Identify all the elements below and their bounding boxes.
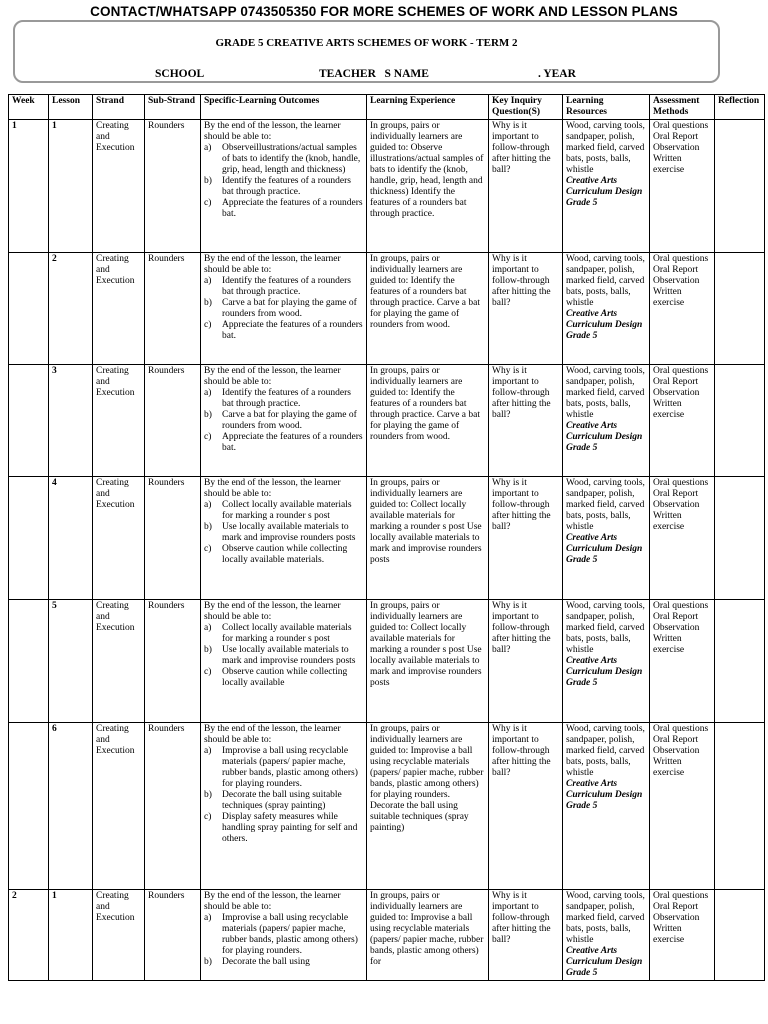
resources-book: Creative Arts Curriculum Design Grade 5 bbox=[566, 309, 643, 341]
resources-book: Creative Arts Curriculum Design Grade 5 bbox=[566, 176, 643, 208]
resources-text: Wood, carving tools, sandpaper, polish, marked field, carved bats, posts, balls, whistle bbox=[566, 478, 645, 532]
outcomes-list bbox=[204, 500, 363, 566]
outcome-item: Appreciate the features of a rounders bat. bbox=[222, 432, 363, 453]
outcomes-list bbox=[204, 388, 363, 454]
outcome-item: Collect locally available materials for marking a rounder s post bbox=[222, 500, 352, 521]
inquiry-cell: Why is it important to follow-through after hitting the ball? bbox=[489, 890, 563, 981]
table-row bbox=[9, 477, 765, 600]
week-cell bbox=[9, 600, 49, 723]
inquiry-cell: Why is it important to follow-through after hitting the ball? bbox=[489, 365, 563, 477]
lesson-cell: 1 bbox=[49, 890, 93, 981]
substrand-cell: Rounders bbox=[145, 477, 201, 600]
resources-text: Wood, carving tools, sandpaper, polish, marked field, carved bats, posts, balls, whistle bbox=[566, 254, 645, 308]
experience-cell: In groups, pairs or individually learners are guided to: Identify the features of a rounders bat through practice. Carve a bat for playing the game of rounders from wood. bbox=[367, 365, 489, 477]
strand-cell: Creating and Execution bbox=[93, 477, 145, 600]
substrand-cell: Rounders bbox=[145, 365, 201, 477]
reflection-cell bbox=[715, 723, 765, 890]
outcomes-list bbox=[204, 913, 363, 968]
assessment-cell: Oral questions Oral Report Observation Written exercise bbox=[650, 600, 715, 723]
resources-cell bbox=[563, 723, 650, 890]
outcome-item: Observe caution while collecting locally available materials. bbox=[222, 544, 348, 565]
assessment-cell: Oral questions Oral Report Observation Written exercise bbox=[650, 890, 715, 981]
outcome-item: Use locally available materials to mark and improvise rounders posts bbox=[222, 645, 356, 666]
substrand-cell: Rounders bbox=[145, 600, 201, 723]
strand-cell: Creating and Execution bbox=[93, 600, 145, 723]
week-cell: 1 bbox=[9, 120, 49, 253]
outcome-item: Appreciate the features of a rounders bat. bbox=[222, 320, 363, 341]
strand-cell: Creating and Execution bbox=[93, 365, 145, 477]
outcome-item: Appreciate the features of a rounders bat. bbox=[222, 198, 363, 219]
col-header-outcomes: Specific-Learning Outcomes bbox=[201, 95, 367, 120]
resources-cell bbox=[563, 600, 650, 723]
teacher-name-label: TEACHER S NAME bbox=[319, 68, 429, 80]
assessment-cell: Oral questions Oral Report Observation Written exercise bbox=[650, 253, 715, 365]
table-row bbox=[9, 890, 765, 981]
outcome-item: Use locally available materials to mark and improvise rounders posts bbox=[222, 522, 356, 543]
experience-cell: In groups, pairs or individually learners are guided to: Collect locally available materials for marking a rounder s post Use locally available materials to mark and improvise rounders posts bbox=[367, 477, 489, 600]
table-row bbox=[9, 365, 765, 477]
week-cell bbox=[9, 477, 49, 600]
substrand-cell: Rounders bbox=[145, 253, 201, 365]
substrand-cell: Rounders bbox=[145, 890, 201, 981]
outcome-item: Display safety measures while handling spray painting for self and others. bbox=[222, 812, 358, 844]
outcome-item: Identify the features of a rounders bat through practice. bbox=[222, 176, 351, 197]
schemes-of-work-table bbox=[8, 94, 765, 981]
experience-cell: In groups, pairs or individually learners are guided to: Improvise a ball using recyclable materials (papers/ papier mache, rubber bands, plastic among others) for bbox=[367, 890, 489, 981]
table-row bbox=[9, 253, 765, 365]
col-header-experience: Learning Experience bbox=[367, 95, 489, 120]
reflection-cell bbox=[715, 253, 765, 365]
strand-cell: Creating and Execution bbox=[93, 120, 145, 253]
outcome-item: Decorate the ball using bbox=[222, 957, 310, 967]
lesson-cell: 1 bbox=[49, 120, 93, 253]
outcome-item: Decorate the ball using suitable techniques (spray painting) bbox=[222, 790, 342, 811]
outcomes-cell bbox=[201, 723, 367, 890]
table-row bbox=[9, 723, 765, 890]
resources-book: Creative Arts Curriculum Design Grade 5 bbox=[566, 946, 643, 978]
outcome-item: Carve a bat for playing the game of rounders from wood. bbox=[222, 298, 357, 319]
strand-cell: Creating and Execution bbox=[93, 890, 145, 981]
outcome-item: Improvise a ball using recyclable materials (papers/ papier mache, rubber bands, plastic among others) for playing rounders. bbox=[222, 746, 358, 789]
strand-cell: Creating and Execution bbox=[93, 253, 145, 365]
outcomes-intro: By the end of the lesson, the learner should be able to: bbox=[204, 601, 341, 622]
col-header-reflection: Reflection bbox=[715, 95, 765, 120]
outcome-item: Carve a bat for playing the game of rounders from wood. bbox=[222, 410, 357, 431]
outcomes-list bbox=[204, 276, 363, 342]
resources-cell bbox=[563, 365, 650, 477]
outcome-item: Identify the features of a rounders bat through practice. bbox=[222, 276, 351, 297]
outcomes-intro: By the end of the lesson, the learner should be able to: bbox=[204, 254, 341, 275]
lesson-cell: 5 bbox=[49, 600, 93, 723]
reflection-cell bbox=[715, 890, 765, 981]
table-row bbox=[9, 120, 765, 253]
year-label: . YEAR bbox=[538, 68, 576, 80]
outcomes-intro: By the end of the lesson, the learner should be able to: bbox=[204, 121, 341, 142]
assessment-cell: Oral questions Oral Report Observation Written exercise bbox=[650, 477, 715, 600]
col-header-strand: Strand bbox=[93, 95, 145, 120]
resources-book: Creative Arts Curriculum Design Grade 5 bbox=[566, 779, 643, 811]
week-cell bbox=[9, 723, 49, 890]
lesson-cell: 4 bbox=[49, 477, 93, 600]
reflection-cell bbox=[715, 365, 765, 477]
inquiry-cell: Why is it important to follow-through after hitting the ball? bbox=[489, 600, 563, 723]
inquiry-cell: Why is it important to follow-through after hitting the ball? bbox=[489, 120, 563, 253]
col-header-week: Week bbox=[9, 95, 49, 120]
table-row bbox=[9, 600, 765, 723]
outcomes-list bbox=[204, 623, 363, 689]
inquiry-cell: Why is it important to follow-through after hitting the ball? bbox=[489, 253, 563, 365]
outcome-item: Collect locally available materials for marking a rounder s post bbox=[222, 623, 352, 644]
assessment-cell: Oral questions Oral Report Observation Written exercise bbox=[650, 723, 715, 890]
outcomes-list bbox=[204, 746, 363, 845]
resources-cell bbox=[563, 253, 650, 365]
contact-banner: CONTACT/WHATSAPP 0743505350 FOR MORE SCHEMES OF WORK AND LESSON PLANS bbox=[90, 4, 678, 19]
outcomes-list bbox=[204, 143, 363, 220]
resources-text: Wood, carving tools, sandpaper, polish, marked field, carved bats, posts, balls, whistle bbox=[566, 121, 645, 175]
outcomes-intro: By the end of the lesson, the learner should be able to: bbox=[204, 724, 341, 745]
resources-book: Creative Arts Curriculum Design Grade 5 bbox=[566, 656, 643, 688]
reflection-cell bbox=[715, 120, 765, 253]
inquiry-cell: Why is it important to follow-through after hitting the ball? bbox=[489, 723, 563, 890]
outcomes-cell bbox=[201, 253, 367, 365]
outcome-item: Identify the features of a rounders bat through practice. bbox=[222, 388, 351, 409]
reflection-cell bbox=[715, 600, 765, 723]
resources-cell bbox=[563, 890, 650, 981]
experience-cell: In groups, pairs or individually learners are guided to: Improvise a ball using recyclable materials (papers/ papier mache, rubber bands, plastic among others) for playing rounders. Decorate the ball using suitable techniques (spray painting) bbox=[367, 723, 489, 890]
outcomes-cell bbox=[201, 890, 367, 981]
inquiry-cell: Why is it important to follow-through after hitting the ball? bbox=[489, 477, 563, 600]
outcomes-intro: By the end of the lesson, the learner should be able to: bbox=[204, 891, 341, 912]
resources-book: Creative Arts Curriculum Design Grade 5 bbox=[566, 421, 643, 453]
resources-cell bbox=[563, 477, 650, 600]
col-header-assessment: Assessment Methods bbox=[650, 95, 715, 120]
col-header-resources: Learning Resources bbox=[563, 95, 650, 120]
outcome-item: Observe caution while collecting locally available bbox=[222, 667, 348, 688]
reflection-cell bbox=[715, 477, 765, 600]
experience-cell: In groups, pairs or individually learners are guided to: Collect locally available materials for marking a rounder s post Use locally available materials to mark and improvise rounders posts bbox=[367, 600, 489, 723]
col-header-inquiry: Key Inquiry Question(S) bbox=[489, 95, 563, 120]
outcomes-cell bbox=[201, 477, 367, 600]
resources-cell bbox=[563, 120, 650, 253]
lesson-cell: 3 bbox=[49, 365, 93, 477]
assessment-cell: Oral questions Oral Report Observation Written exercise bbox=[650, 365, 715, 477]
outcomes-intro: By the end of the lesson, the learner should be able to: bbox=[204, 366, 341, 387]
resources-book: Creative Arts Curriculum Design Grade 5 bbox=[566, 533, 643, 565]
school-label: SCHOOL bbox=[155, 68, 205, 80]
resources-text: Wood, carving tools, sandpaper, polish, marked field, carved bats, posts, balls, whistle bbox=[566, 891, 645, 945]
strand-cell: Creating and Execution bbox=[93, 723, 145, 890]
experience-cell: In groups, pairs or individually learners are guided to: Identify the features of a rounders bat through practice. Carve a bat for playing the game of rounders from wood. bbox=[367, 253, 489, 365]
document-header bbox=[13, 20, 720, 83]
substrand-cell: Rounders bbox=[145, 723, 201, 890]
week-cell: 2 bbox=[9, 890, 49, 981]
outcome-item: Improvise a ball using recyclable materials (papers/ papier mache, rubber bands, plastic among others) for playing rounders. bbox=[222, 913, 358, 956]
lesson-cell: 6 bbox=[49, 723, 93, 890]
resources-text: Wood, carving tools, sandpaper, polish, marked field, carved bats, posts, balls, whistle bbox=[566, 601, 645, 655]
col-header-lesson: Lesson bbox=[49, 95, 93, 120]
resources-text: Wood, carving tools, sandpaper, polish, marked field, carved bats, posts, balls, whistle bbox=[566, 724, 645, 778]
week-cell bbox=[9, 253, 49, 365]
col-header-substrand: Sub-Strand bbox=[145, 95, 201, 120]
outcomes-intro: By the end of the lesson, the learner should be able to: bbox=[204, 478, 341, 499]
week-cell bbox=[9, 365, 49, 477]
document-title: GRADE 5 CREATIVE ARTS SCHEMES OF WORK - TERM 2 bbox=[215, 37, 518, 49]
resources-text: Wood, carving tools, sandpaper, polish, marked field, carved bats, posts, balls, whistle bbox=[566, 366, 645, 420]
outcomes-cell bbox=[201, 600, 367, 723]
substrand-cell: Rounders bbox=[145, 120, 201, 253]
experience-cell: In groups, pairs or individually learners are guided to: Observe illustrations/actual samples of bats to identify the (knob, handle, grip, head, length and thickness) Identify the features of a rounders bat through practice. bbox=[367, 120, 489, 253]
table-header-row bbox=[9, 95, 765, 120]
outcomes-cell bbox=[201, 120, 367, 253]
assessment-cell: Oral questions Oral Report Observation Written exercise bbox=[650, 120, 715, 253]
lesson-cell: 2 bbox=[49, 253, 93, 365]
outcomes-cell bbox=[201, 365, 367, 477]
outcome-item: Observeillustrations/actual samples of bats to identify the (knob, handle, grip, head, length and thickness) bbox=[222, 143, 361, 175]
